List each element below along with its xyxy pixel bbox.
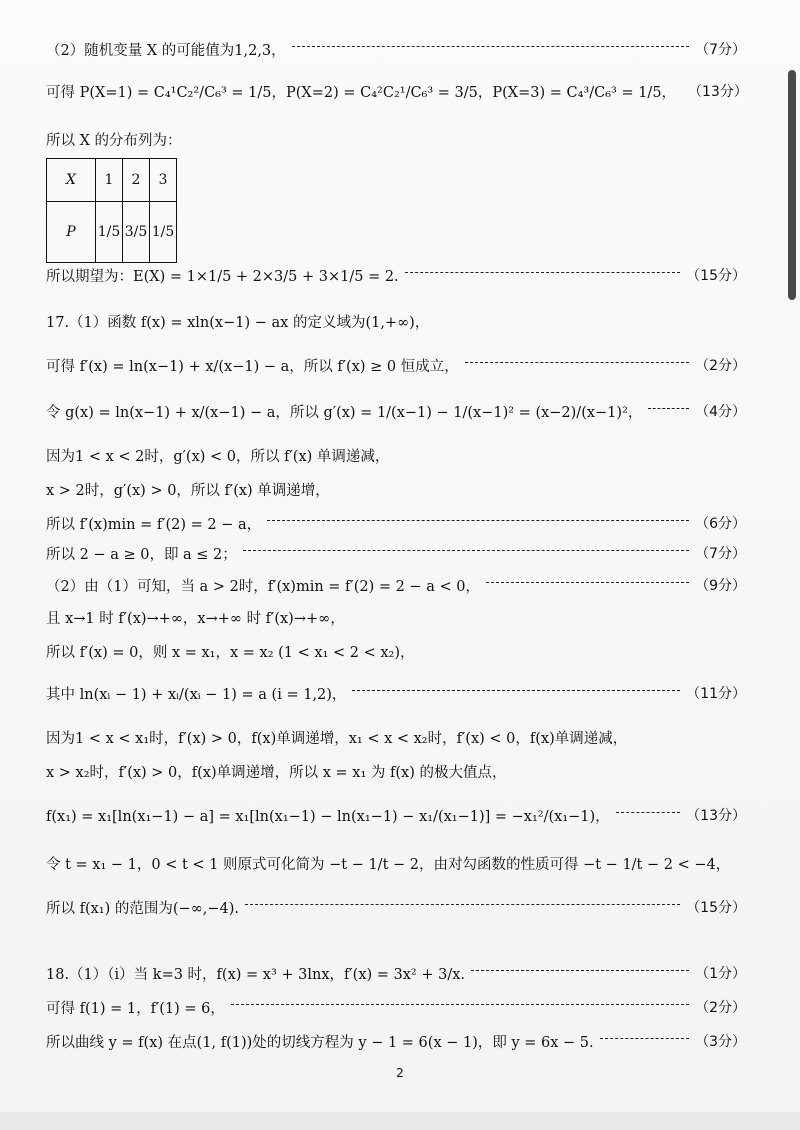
score-label: （2分） (695, 1000, 746, 1016)
text-line (46, 960, 746, 986)
text-line (46, 308, 746, 334)
table-cell: P (47, 202, 96, 263)
line-text: 其中 ln(xᵢ − 1) + xᵢ/(xᵢ − 1) = a (i = 1,2)， (46, 686, 347, 703)
dash-leader (405, 272, 681, 285)
line-text: 所以曲线 y = f(x) 在点(1, f(1))处的切线方程为 y − 1 = 6(x − 1)，即 y = 6x − 5. (46, 1034, 594, 1051)
dash-leader (267, 520, 689, 533)
table-cell: 1/5 (96, 202, 123, 263)
table-header-cell: X (47, 159, 96, 202)
text-line (46, 850, 746, 876)
text-line (46, 398, 746, 424)
score-label: （9分） (695, 578, 746, 594)
text-line (46, 78, 746, 104)
dash-leader (465, 362, 689, 375)
line-text: （2）随机变量 X 的可能值为1,2,3， (46, 42, 286, 59)
dash-leader (600, 1038, 689, 1051)
dash-leader (648, 408, 689, 421)
line-text: 所以 f(x₁) 的范围为(−∞,−4). (46, 900, 240, 917)
text-line (46, 476, 746, 502)
line-text: x > 2时，g′(x) > 0，所以 f′(x) 单调递增， (46, 482, 330, 499)
text-line (46, 994, 746, 1020)
dash-leader (352, 690, 680, 703)
score-label: （6分） (695, 516, 746, 532)
line-text: 所以 X 的分布列为： (46, 132, 182, 149)
dash-leader (292, 46, 689, 59)
text-line (46, 262, 746, 288)
line-text: 因为1 < x < 2时，g′(x) < 0，所以 f′(x) 单调递减， (46, 448, 390, 465)
score-label: （3分） (695, 1034, 746, 1050)
dash-leader (616, 812, 681, 825)
text-line (46, 604, 746, 630)
line-text: 所以 2 − a ≥ 0，即 a ≤ 2； (46, 546, 237, 563)
page-footer-band (0, 1112, 800, 1130)
score-label: （4分） (695, 404, 746, 420)
line-text: （2）由（1）可知，当 a > 2时，f′(x)min = f′(2) = 2 − a < 0， (46, 578, 480, 595)
dash-leader (245, 904, 680, 917)
table-header-cell: 2 (123, 159, 150, 202)
score-label: （13分） (686, 808, 746, 824)
distribution-table (46, 158, 177, 263)
text-line (46, 36, 746, 62)
dash-leader (471, 970, 689, 983)
text-line (46, 540, 746, 566)
score-label: （13分） (688, 84, 748, 100)
text-line (46, 724, 746, 750)
page-number: 2 (396, 1066, 404, 1080)
text-line (46, 802, 746, 828)
line-text: x > x₂时，f′(x) > 0，f(x)单调递增，所以 x = x₁ 为 f(x) 的极大值点， (46, 764, 507, 781)
table-cell: 1/5 (150, 202, 177, 263)
score-label: （2分） (695, 358, 746, 374)
line-text: 18.（1）（i）当 k=3 时，f(x) = x³ + 3lnx，f′(x) = 3x² + 3/x. (46, 966, 466, 983)
table-header-cell: 1 (96, 159, 123, 202)
line-text: 因为1 < x < x₁时，f′(x) > 0，f(x)单调递增，x₁ < x < x₂时，f′(x) < 0，f(x)单调递减， (46, 730, 628, 747)
line-text: 所以 f′(x)min = f′(2) = 2 − a， (46, 516, 262, 533)
text-line (46, 572, 746, 598)
line-text: 且 x→1 时 f′(x)→+∞，x→+∞ 时 f′(x)→+∞， (46, 610, 345, 627)
text-line (46, 638, 746, 664)
table-header-cell: 3 (150, 159, 177, 202)
dash-leader (486, 582, 689, 595)
score-label: （7分） (695, 42, 746, 58)
text-line (46, 442, 746, 468)
line-text: 所以 f′(x) = 0，则 x = x₁，x = x₂ (1 < x₁ < 2 < x₂)， (46, 644, 415, 661)
score-label: （15分） (686, 268, 746, 284)
text-line (46, 894, 746, 920)
score-label: （15分） (686, 900, 746, 916)
dash-leader (243, 550, 689, 563)
text-line (46, 352, 746, 378)
text-line (46, 680, 746, 706)
scrollbar[interactable] (788, 70, 796, 300)
text-line (46, 1028, 746, 1054)
score-label: （1分） (695, 966, 746, 982)
line-text: 所以期望为：E(X) = 1×1/5 + 2×3/5 + 3×1/5 = 2. (46, 268, 399, 285)
text-line (46, 510, 746, 536)
line-text: f(x₁) = x₁[ln(x₁−1) − a] = x₁[ln(x₁−1) − ln(x₁−1) − x₁/(x₁−1)] = −x₁²/(x₁−1)， (46, 808, 610, 825)
text-line (46, 758, 746, 784)
line-text: 可得 P(X=1) = C₄¹C₂²/C₆³ = 1/5，P(X=2) = C₄²C₂¹/C₆³ = 3/5，P(X=3) = C₄³/C₆³ = 1/5， (46, 84, 677, 101)
table-cell: 3/5 (123, 202, 150, 263)
score-label: （11分） (686, 686, 746, 702)
score-label: （7分） (695, 546, 746, 562)
line-text: 令 g(x) = ln(x−1) + x/(x−1) − a，所以 g′(x) = 1/(x−1) − 1/(x−1)² = (x−2)/(x−1)²， (46, 404, 643, 421)
line-text: 可得 f(1) = 1，f′(1) = 6， (46, 1000, 225, 1017)
text-line (46, 126, 746, 152)
dash-leader (231, 1004, 689, 1017)
line-text: 令 t = x₁ − 1，0 < t < 1 则原式可化简为 −t − 1/t − 2，由对勾函数的性质可得 −t − 1/t − 2 < −4， (46, 856, 731, 873)
line-text: 可得 f′(x) = ln(x−1) + x/(x−1) − a，所以 f′(x) ≥ 0 恒成立， (46, 358, 459, 375)
line-text: 17.（1）函数 f(x) = xln(x−1) − ax 的定义域为(1,+∞)， (46, 314, 430, 331)
